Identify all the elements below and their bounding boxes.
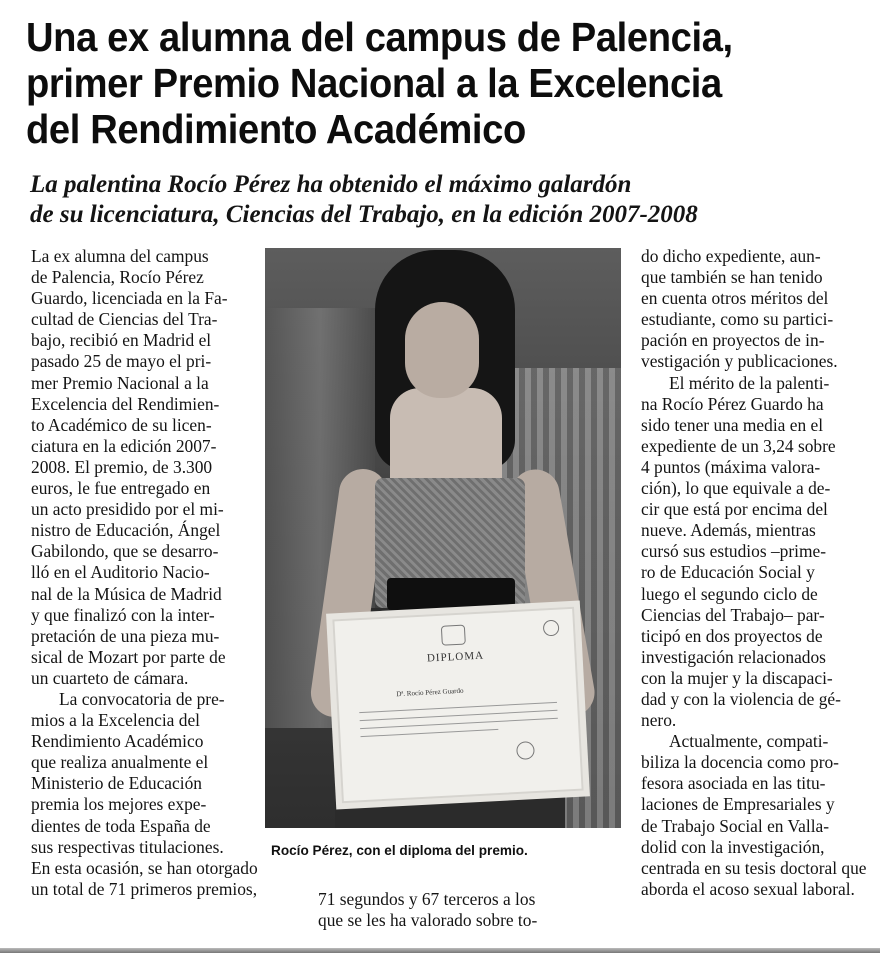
text-line: cursó sus estudios –prime- [641, 541, 826, 562]
text-line: expediente de un 3,24 sobre [641, 435, 836, 456]
text-line: euros, le fue entregado en [31, 478, 211, 499]
headline-line-3: del Rendimiento Académico [26, 106, 526, 152]
subheadline [30, 170, 850, 230]
seal-icon [543, 620, 560, 637]
paragraph-6 [641, 731, 865, 900]
text-line: sido tener una media en el [641, 414, 824, 435]
article-photo [265, 248, 621, 828]
text-line: vestigación y publicaciones. [641, 351, 838, 372]
text-line: mer Premio Nacional a la [31, 372, 209, 393]
photo-face [405, 302, 479, 398]
text-line: Actualmente, compati- [669, 731, 829, 752]
text-line: to Académico de su licen- [31, 414, 212, 435]
text-line: de Trabajo Social en Valla- [641, 815, 830, 836]
text-line: que se les ha valorado sobre to- [318, 910, 538, 931]
text-line: Gabilondo, que se desarro- [31, 541, 219, 562]
text-line: En esta ocasión, se han otorgado [31, 857, 258, 878]
text-line: investigación relacionados [641, 646, 826, 667]
photo-caption: Rocío Pérez, con el diploma del premio. [271, 843, 528, 858]
text-line: Ministerio de Educación [31, 773, 202, 794]
text-line: fesora asociada en las titu- [641, 773, 826, 794]
body-column-right [641, 246, 865, 900]
text-line: aborda el acoso sexual laboral. [641, 878, 855, 899]
text-line: 2008. El premio, de 3.300 [31, 456, 213, 477]
text-line: La ex alumna del campus [31, 246, 209, 266]
text-line: luego el segundo ciclo de [641, 583, 818, 604]
text-line: un cuarteto de cámara. [31, 667, 189, 688]
text-line: pretación de una pieza mu- [31, 625, 220, 646]
text-line: cir que está por encima del [641, 499, 828, 520]
text-line: 71 segundos y 67 terceros a los [318, 889, 536, 909]
text-line: y que finalizó con la inter- [31, 604, 215, 625]
text-line: nal de la Música de Madrid [31, 583, 222, 604]
text-line: ciatura en la edición 2007- [31, 435, 217, 456]
text-line: laciones de Empresariales y [641, 794, 835, 815]
paragraph-1 [31, 246, 277, 689]
crest-icon [441, 625, 466, 646]
text-line: en cuenta otros méritos del [641, 288, 829, 309]
paragraph-2 [31, 689, 277, 900]
text-line: centrada en su tesis doctoral que [641, 857, 867, 878]
text-line: que también se han tenido [641, 267, 823, 288]
headline-line-2: primer Premio Nacional a la Excelencia [26, 60, 722, 106]
text-line: de Palencia, Rocío Pérez [31, 267, 204, 288]
text-line: estudiante, como su partici- [641, 309, 834, 330]
text-line: un total de 71 primeros premios, [31, 878, 258, 899]
subheadline-line-1: La palentina Rocío Pérez ha obtenido el máximo galardón [30, 171, 632, 198]
text-line: dientes de toda España de [31, 815, 211, 836]
paragraph-3 [318, 889, 582, 931]
text-line: un acto presidido por el mi- [31, 499, 224, 520]
text-line: dolid con la investigación, [641, 836, 825, 857]
text-line: nero. [641, 710, 677, 731]
text-line: ro de Educación Social y [641, 562, 815, 583]
text-line: mios a la Excelencia del [31, 710, 200, 731]
text-line: cultad de Ciencias del Tra- [31, 309, 218, 330]
diploma-recipient: Dª. Rocío Pérez Guardo [396, 686, 464, 699]
text-line: que realiza anualmente el [31, 752, 209, 773]
text-line: Rendimiento Académico [31, 731, 204, 752]
text-line: Excelencia del Rendimien- [31, 393, 220, 414]
bottom-divider [0, 948, 880, 953]
text-line: nistro de Educación, Ángel [31, 520, 221, 541]
headline [26, 14, 807, 152]
text-line: con la mujer y la discapaci- [641, 667, 833, 688]
paragraph-4 [641, 246, 865, 373]
diploma-title: DIPLOMA [426, 649, 485, 665]
text-line: na Rocío Pérez Guardo ha [641, 393, 824, 414]
subheadline-line-2: de su licenciatura, Ciencias del Trabajo, en la edición 2007-2008 [30, 201, 698, 228]
text-line: ción), lo que equivale a de- [641, 478, 831, 499]
diploma-text-line [360, 729, 498, 737]
text-line: La convocatoria de pre- [59, 688, 225, 709]
text-line: 4 puntos (máxima valora- [641, 456, 821, 477]
text-line: pación en proyectos de in- [641, 330, 825, 351]
text-line: nueve. Además, mientras [641, 520, 816, 541]
text-line: dad y con la violencia de gé- [641, 688, 841, 709]
stamp-icon [516, 741, 535, 760]
text-line: biliza la docencia como pro- [641, 752, 839, 773]
text-line: sical de Mozart por parte de [31, 646, 226, 667]
text-line: lló en el Auditorio Nacio- [31, 562, 210, 583]
text-line: premia los mejores expe- [31, 794, 207, 815]
headline-line-1: Una ex alumna del campus de Palencia, [26, 14, 733, 60]
photo-belt [387, 578, 515, 610]
text-line: El mérito de la palenti- [669, 372, 830, 393]
body-column-left [31, 246, 277, 900]
body-column-middle [318, 889, 582, 931]
text-line: Guardo, licenciada en la Fa- [31, 288, 228, 309]
diploma [332, 607, 583, 803]
text-line: do dicho expediente, aun- [641, 246, 821, 266]
text-line: bajo, recibió en Madrid el [31, 330, 212, 351]
text-line: sus respectivas titulaciones. [31, 836, 224, 857]
text-line: ticipó en dos proyectos de [641, 625, 823, 646]
text-line: pasado 25 de mayo el pri- [31, 351, 212, 372]
text-line: Ciencias del Trabajo– par- [641, 604, 825, 625]
paragraph-5 [641, 373, 865, 732]
